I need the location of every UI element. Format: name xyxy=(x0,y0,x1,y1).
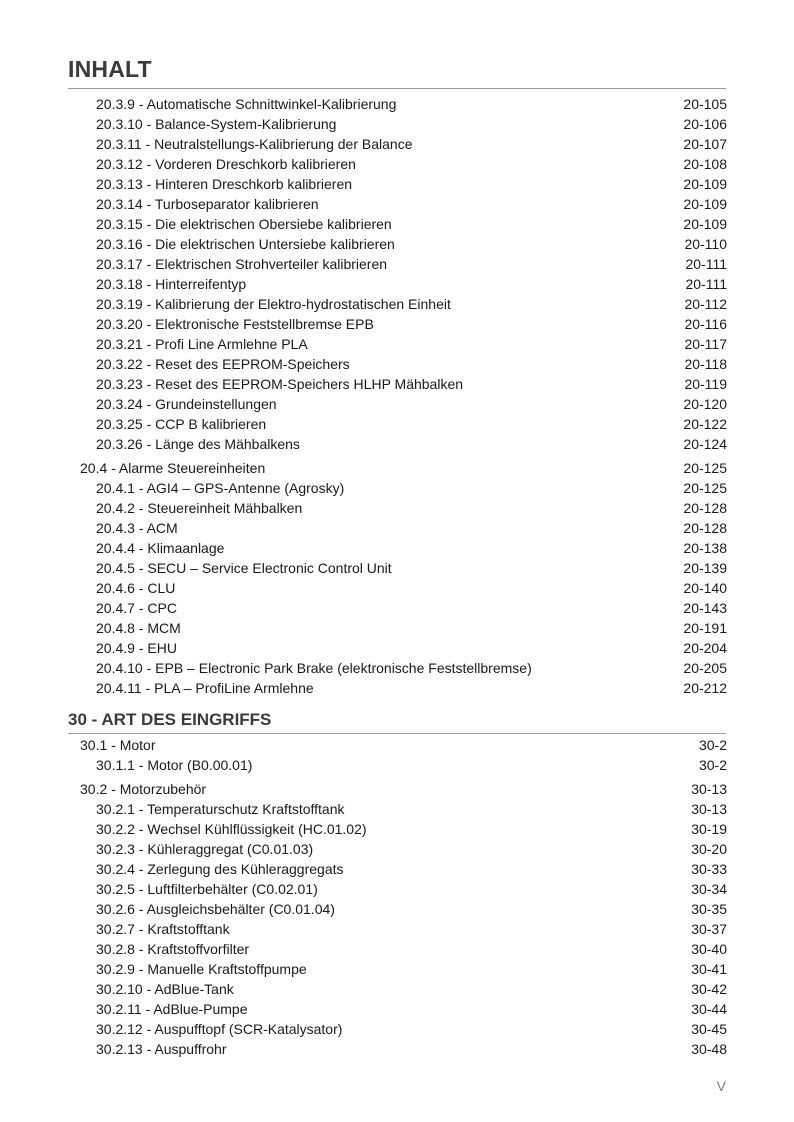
toc-entry-page: 20-205 xyxy=(683,660,727,676)
toc-entry-title: 20.4.1 - AGI4 – GPS-Antenne (Agrosky) xyxy=(96,480,345,496)
toc-entry[interactable] xyxy=(80,1019,727,1039)
toc-entry-title: 20.3.25 - CCP B kalibrieren xyxy=(96,416,267,432)
toc-entry-title: 20.3.26 - Länge des Mähbalkens xyxy=(96,436,300,452)
toc-entry-title: 20.4.10 - EPB – Electronic Park Brake (elektronische Feststellbremse) xyxy=(96,660,532,676)
toc-entry[interactable] xyxy=(80,879,727,899)
toc-entry-title: 20.4.6 - CLU xyxy=(96,580,176,596)
toc-entry-page: 20-125 xyxy=(683,480,727,496)
title-divider xyxy=(68,88,726,89)
toc-entry-page: 20-116 xyxy=(684,316,727,332)
toc-entry[interactable] xyxy=(80,959,727,979)
toc-entry-title: 20.3.16 - Die elektrischen Untersiebe kalibrieren xyxy=(96,236,395,252)
toc-entry[interactable] xyxy=(80,214,727,234)
toc-entry-page: 20-111 xyxy=(685,256,727,272)
toc-entry-title: 20.4.9 - EHU xyxy=(96,640,177,656)
toc-entry-page: 20-119 xyxy=(684,376,727,392)
toc-entry[interactable] xyxy=(80,755,727,775)
toc-entry-title: 30.2.5 - Luftfilterbehälter (C0.02.01) xyxy=(96,881,318,897)
toc-entry[interactable] xyxy=(80,234,727,254)
toc-entry-page: 20-139 xyxy=(683,560,727,576)
toc-entry-title: 20.3.15 - Die elektrischen Obersiebe kalibrieren xyxy=(96,216,392,232)
toc-entry-title: 20.3.22 - Reset des EEPROM-Speichers xyxy=(96,356,350,372)
toc-entry-page: 20-204 xyxy=(683,640,727,656)
toc-entry-title: 20.3.17 - Elektrischen Strohverteiler kalibrieren xyxy=(96,256,388,272)
toc-entry[interactable] xyxy=(80,538,727,558)
toc-entry-title: 30.2.11 - AdBlue-Pumpe xyxy=(96,1001,248,1017)
toc-entry-title: 20.3.10 - Balance-System-Kalibrierung xyxy=(96,116,337,132)
toc-entry-title: 30.2.4 - Zerlegung des Kühleraggregats xyxy=(96,861,344,877)
toc-entry-page: 30-42 xyxy=(691,981,727,997)
toc-entry-page: 20-143 xyxy=(683,600,727,616)
toc-entry-title: 20.3.12 - Vorderen Dreschkorb kalibrieren xyxy=(96,156,356,172)
toc-entry-page: 30-44 xyxy=(691,1001,727,1017)
toc-entry-page: 20-111 xyxy=(685,276,727,292)
toc-entry[interactable] xyxy=(80,735,727,755)
toc-entry[interactable] xyxy=(80,134,727,154)
toc-entry[interactable] xyxy=(80,254,727,274)
toc-entry-title: 20.3.9 - Automatische Schnittwinkel-Kalibrierung xyxy=(96,96,397,112)
toc-entry-page: 20-122 xyxy=(683,416,727,432)
toc-entry-title: 30.2.13 - Auspuffrohr xyxy=(96,1041,227,1057)
toc-entry[interactable] xyxy=(80,899,727,919)
toc-list-20 xyxy=(80,94,727,698)
toc-entry[interactable] xyxy=(80,618,727,638)
toc-entry-title: 20.4.3 - ACM xyxy=(96,520,178,536)
toc-entry[interactable] xyxy=(80,658,727,678)
toc-entry-title: 30.2.8 - Kraftstoffvorfilter xyxy=(96,941,250,957)
toc-entry[interactable] xyxy=(80,174,727,194)
toc-entry-title: 30.2.3 - Kühleraggregat (C0.01.03) xyxy=(96,841,314,857)
toc-entry[interactable] xyxy=(80,374,727,394)
toc-entry[interactable] xyxy=(80,678,727,698)
toc-entry-page: 20-108 xyxy=(683,156,727,172)
toc-entry-title: 20.3.19 - Kalibrierung der Elektro-hydrostatischen Einheit xyxy=(96,296,451,312)
toc-entry[interactable] xyxy=(80,114,727,134)
toc-entry-page: 30-34 xyxy=(691,881,727,897)
toc-entry-title: 20.3.14 - Turboseparator kalibrieren xyxy=(96,196,319,212)
toc-entry-title: 20.4.11 - PLA – ProfiLine Armlehne xyxy=(96,680,314,696)
page-number: V xyxy=(716,1078,726,1094)
toc-entry[interactable] xyxy=(80,578,727,598)
toc-entry-page: 20-109 xyxy=(683,216,727,232)
toc-entry-title: 30.2 - Motorzubehör xyxy=(80,781,207,797)
toc-entry-title: 30.1 - Motor xyxy=(80,737,156,753)
toc-entry[interactable] xyxy=(80,458,727,478)
toc-entry-page: 30-13 xyxy=(691,801,727,817)
toc-entry-page: 30-37 xyxy=(691,921,727,937)
toc-list-30 xyxy=(80,735,727,1059)
toc-entry-page: 20-109 xyxy=(683,196,727,212)
toc-entry-page: 20-105 xyxy=(683,96,727,112)
toc-entry[interactable] xyxy=(80,819,727,839)
toc-entry-page: 20-112 xyxy=(684,296,727,312)
toc-entry-title: 20.3.11 - Neutralstellungs-Kalibrierung der Balance xyxy=(96,136,413,152)
toc-entry-title: 20.3.13 - Hinteren Dreschkorb kalibrieren xyxy=(96,176,353,192)
toc-entry-page: 20-128 xyxy=(683,500,727,516)
toc-entry-title: 20.3.24 - Grundeinstellungen xyxy=(96,396,277,412)
toc-entry[interactable] xyxy=(80,839,727,859)
toc-entry[interactable] xyxy=(80,498,727,518)
toc-entry-title: 20.4.4 - Klimaanlage xyxy=(96,540,225,556)
toc-entry[interactable] xyxy=(80,598,727,618)
toc-entry-page: 20-109 xyxy=(683,176,727,192)
toc-entry-title: 30.2.10 - AdBlue-Tank xyxy=(96,981,234,997)
toc-entry[interactable] xyxy=(80,194,727,214)
toc-entry-page: 20-118 xyxy=(684,356,727,372)
toc-entry[interactable] xyxy=(80,154,727,174)
toc-entry-title: 20.3.20 - Elektronische Feststellbremse EPB xyxy=(96,316,374,332)
toc-entry-title: 30.2.2 - Wechsel Kühlflüssigkeit (HC.01.02) xyxy=(96,821,367,837)
toc-entry-page: 30-20 xyxy=(691,841,727,857)
toc-entry-page: 20-110 xyxy=(684,236,727,252)
toc-entry[interactable] xyxy=(80,434,727,454)
toc-entry-page: 20-191 xyxy=(683,620,727,636)
toc-entry-page: 30-45 xyxy=(691,1021,727,1037)
toc-entry-page: 30-2 xyxy=(698,757,727,773)
toc-entry-title: 30.2.7 - Kraftstofftank xyxy=(96,921,230,937)
toc-entry[interactable] xyxy=(80,478,727,498)
toc-entry-page: 20-124 xyxy=(683,436,727,452)
toc-entry[interactable] xyxy=(80,314,727,334)
toc-entry[interactable] xyxy=(80,1039,727,1059)
toc-entry-page: 20-138 xyxy=(683,540,727,556)
toc-entry-title: 20.4.8 - MCM xyxy=(96,620,181,636)
toc-entry-page: 20-107 xyxy=(683,136,727,152)
toc-entry[interactable] xyxy=(80,979,727,999)
toc-entry-title: 30.2.6 - Ausgleichsbehälter (C0.01.04) xyxy=(96,901,335,917)
section-heading: 30 - ART DES EINGRIFFS xyxy=(68,710,272,729)
toc-entry-title: 20.4.5 - SECU – Service Electronic Control Unit xyxy=(96,560,392,576)
toc-entry-page: 30-40 xyxy=(691,941,727,957)
toc-entry-page: 30-33 xyxy=(691,861,727,877)
toc-entry[interactable] xyxy=(80,274,727,294)
toc-entry-title: 30.2.9 - Manuelle Kraftstoffpumpe xyxy=(96,961,307,977)
toc-entry-title: 20.4 - Alarme Steuereinheiten xyxy=(80,460,266,476)
toc-entry[interactable] xyxy=(80,999,727,1019)
toc-entry-page: 20-120 xyxy=(683,396,727,412)
toc-entry-page: 30-13 xyxy=(691,781,727,797)
toc-entry-title: 20.3.23 - Reset des EEPROM-Speichers HLHP Mähbalken xyxy=(96,376,464,392)
toc-entry[interactable] xyxy=(80,394,727,414)
toc-entry-page: 20-106 xyxy=(683,116,727,132)
toc-entry-page: 30-48 xyxy=(691,1041,727,1057)
toc-entry-title: 30.1.1 - Motor (B0.00.01) xyxy=(96,757,253,773)
toc-entry[interactable] xyxy=(80,518,727,538)
toc-entry-page: 20-212 xyxy=(683,680,727,696)
toc-entry-page: 30-19 xyxy=(691,821,727,837)
toc-entry[interactable] xyxy=(80,294,727,314)
toc-entry[interactable] xyxy=(80,919,727,939)
toc-entry-title: 30.2.12 - Auspufftopf (SCR-Katalysator) xyxy=(96,1021,343,1037)
toc-entry-page: 20-140 xyxy=(683,580,727,596)
toc-entry-title: 20.4.7 - CPC xyxy=(96,600,177,616)
toc-entry-page: 30-41 xyxy=(691,961,727,977)
toc-entry[interactable] xyxy=(80,334,727,354)
toc-entry[interactable] xyxy=(80,414,727,434)
toc-entry-title: 20.4.2 - Steuereinheit Mähbalken xyxy=(96,500,303,516)
toc-entry[interactable] xyxy=(80,939,727,959)
toc-entry-page: 20-128 xyxy=(683,520,727,536)
toc-entry[interactable] xyxy=(80,779,727,799)
toc-entry-title: 30.2.1 - Temperaturschutz Kraftstofftank xyxy=(96,801,345,817)
toc-entry[interactable] xyxy=(80,94,727,114)
page-title: INHALT xyxy=(68,56,152,82)
toc-entry-page: 20-125 xyxy=(683,460,727,476)
toc-entry[interactable] xyxy=(80,638,727,658)
toc-entry-title: 20.3.21 - Profi Line Armlehne PLA xyxy=(96,336,308,352)
toc-entry-page: 30-2 xyxy=(698,737,727,753)
toc-entry-page: 20-117 xyxy=(684,336,727,352)
toc-entry[interactable] xyxy=(80,558,727,578)
toc-entry-title: 20.3.18 - Hinterreifentyp xyxy=(96,276,247,292)
toc-entry[interactable] xyxy=(80,859,727,879)
toc-entry-page: 30-35 xyxy=(691,901,727,917)
toc-entry[interactable] xyxy=(80,354,727,374)
section-divider xyxy=(68,733,726,734)
toc-entry[interactable] xyxy=(80,799,727,819)
